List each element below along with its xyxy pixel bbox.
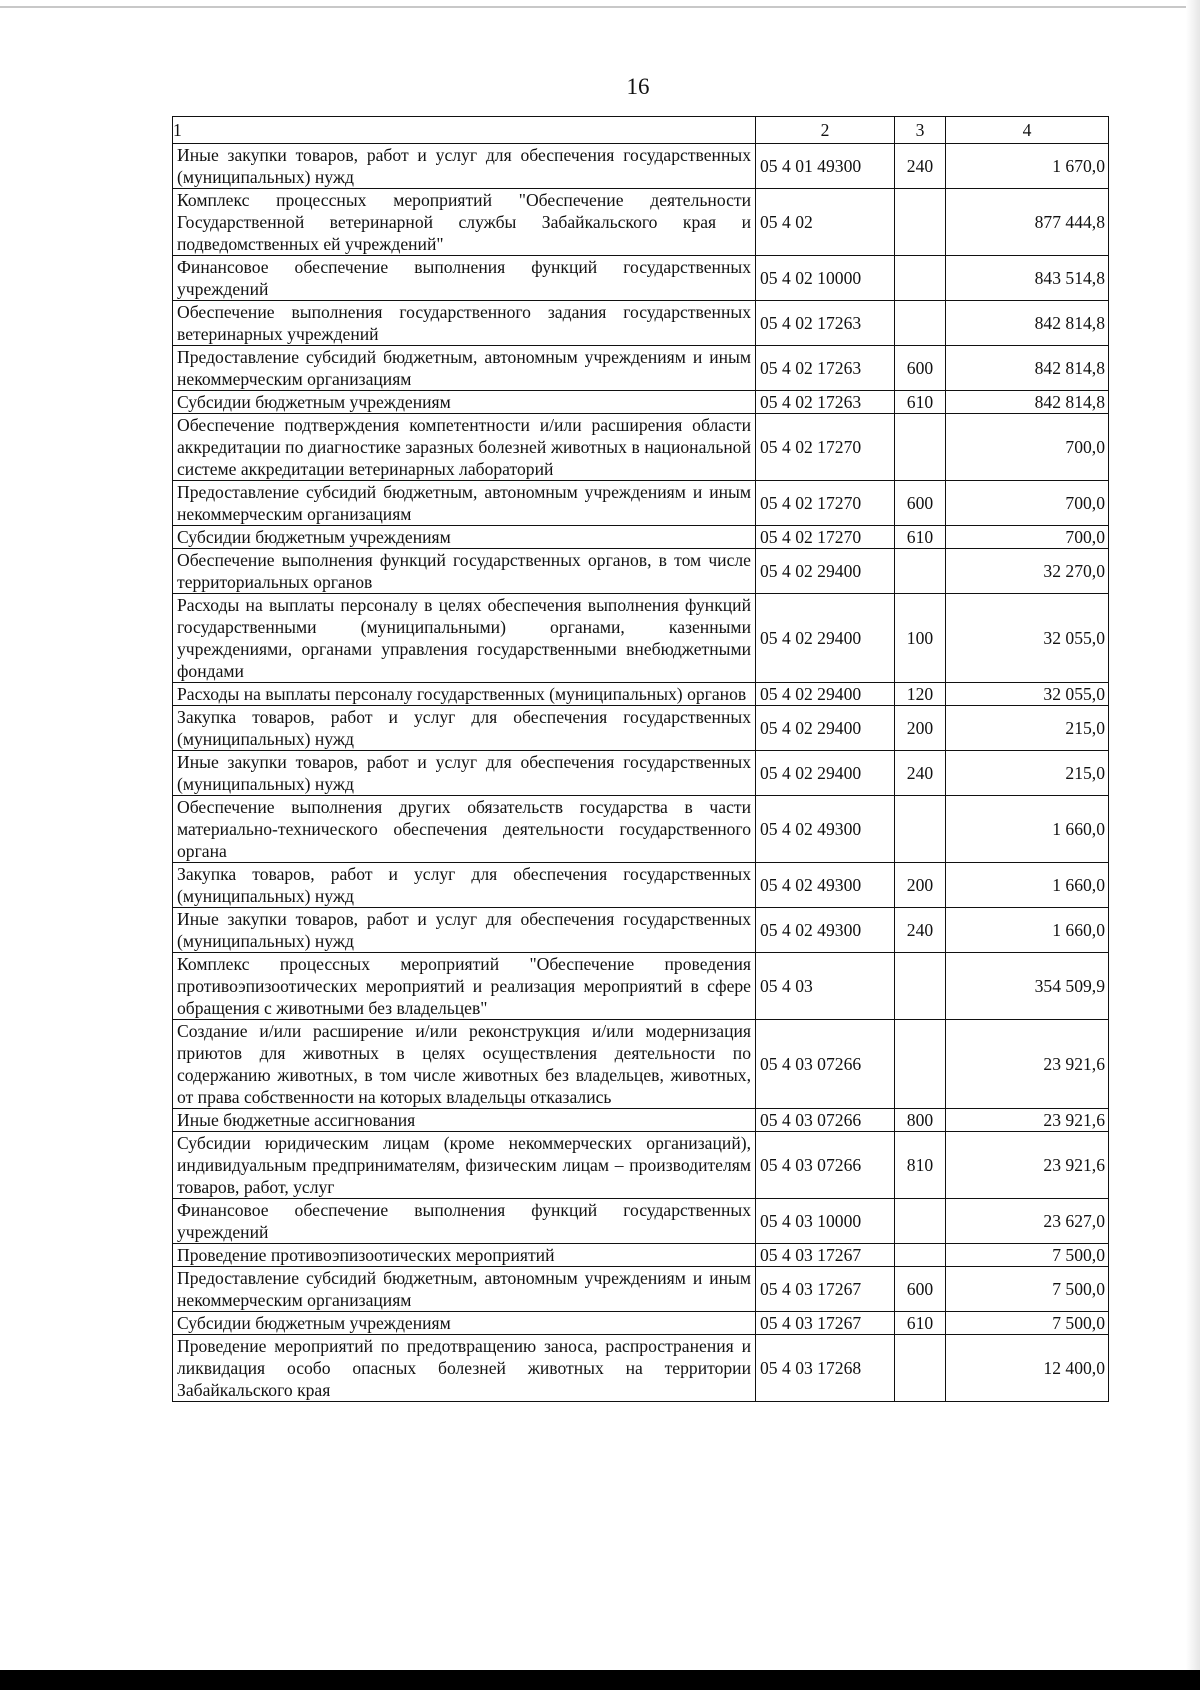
table-row (173, 1109, 1109, 1132)
row-code-cell: 05 4 02 17263 (756, 301, 895, 346)
row-sum-cell: 1 660,0 (946, 908, 1109, 953)
row-vr-cell: 200 (895, 863, 946, 908)
row-name-cell: Комплекс процессных мероприятий "Обеспечение деятельности Государственной ветеринарной службы Забайкальского края и подведомственных ей учреждений" (173, 189, 756, 256)
row-vr-cell: 610 (895, 526, 946, 549)
row-name-cell: Иные закупки товаров, работ и услуг для обеспечения государственных (муниципальных) нужд (173, 908, 756, 953)
row-code-cell: 05 4 02 29400 (756, 594, 895, 683)
row-sum-cell: 23 921,6 (946, 1020, 1109, 1109)
table-row (173, 1312, 1109, 1335)
row-name-cell: Предоставление субсидий бюджетным, автономным учреждениям и иным некоммерческим организациям (173, 1267, 756, 1312)
row-name-cell: Расходы на выплаты персоналу в целях обеспечения выполнения функций государственными (муниципальными) органами, казенными учреждениями, органами управления государственными внебюджетными фондами (173, 594, 756, 683)
row-sum-cell: 32 055,0 (946, 683, 1109, 706)
table-row (173, 908, 1109, 953)
row-sum-cell: 32 055,0 (946, 594, 1109, 683)
table-body (173, 144, 1109, 1402)
table-row (173, 796, 1109, 863)
row-vr-cell (895, 1020, 946, 1109)
row-code-cell: 05 4 02 49300 (756, 908, 895, 953)
table-row (173, 549, 1109, 594)
row-sum-cell: 700,0 (946, 526, 1109, 549)
row-sum-cell: 23 921,6 (946, 1132, 1109, 1199)
row-name-cell: Проведение противоэпизоотических мероприятий (173, 1244, 756, 1267)
row-sum-cell: 7 500,0 (946, 1312, 1109, 1335)
row-sum-cell: 842 814,8 (946, 301, 1109, 346)
table-row (173, 414, 1109, 481)
table-row (173, 526, 1109, 549)
row-code-cell: 05 4 02 49300 (756, 863, 895, 908)
table-row (173, 683, 1109, 706)
row-name-cell: Иные бюджетные ассигнования (173, 1109, 756, 1132)
row-name-cell: Создание и/или расширение и/или реконструкция и/или модернизация приютов для животных в целях осуществления деятельности по содержанию животных, в том числе животных без владельцев, животных, от права собственности на которых владельцы отказались (173, 1020, 756, 1109)
row-code-cell: 05 4 03 07266 (756, 1020, 895, 1109)
row-code-cell: 05 4 03 10000 (756, 1199, 895, 1244)
budget-table (172, 116, 1109, 1402)
row-code-cell: 05 4 02 29400 (756, 751, 895, 796)
header-col-3: 3 (895, 117, 946, 144)
row-sum-cell: 843 514,8 (946, 256, 1109, 301)
row-name-cell: Расходы на выплаты персоналу государственных (муниципальных) органов (173, 683, 756, 706)
row-vr-cell (895, 953, 946, 1020)
table-row (173, 751, 1109, 796)
row-vr-cell: 100 (895, 594, 946, 683)
row-name-cell: Субсидии юридическим лицам (кроме некоммерческих организаций), индивидуальным предпринимателям, физическим лицам – производителям товаров, работ, услуг (173, 1132, 756, 1199)
row-sum-cell: 12 400,0 (946, 1335, 1109, 1402)
row-sum-cell: 7 500,0 (946, 1244, 1109, 1267)
row-code-cell: 05 4 02 49300 (756, 796, 895, 863)
header-col-2: 2 (756, 117, 895, 144)
row-name-cell: Закупка товаров, работ и услуг для обеспечения государственных (муниципальных) нужд (173, 863, 756, 908)
row-code-cell: 05 4 02 17263 (756, 346, 895, 391)
row-vr-cell: 600 (895, 1267, 946, 1312)
row-code-cell: 05 4 03 17267 (756, 1267, 895, 1312)
row-name-cell: Финансовое обеспечение выполнения функций государственных учреждений (173, 256, 756, 301)
table-row (173, 144, 1109, 189)
row-name-cell: Предоставление субсидий бюджетным, автономным учреждениям и иным некоммерческим организациям (173, 346, 756, 391)
row-vr-cell (895, 256, 946, 301)
row-name-cell: Финансовое обеспечение выполнения функций государственных учреждений (173, 1199, 756, 1244)
table-row (173, 1020, 1109, 1109)
row-sum-cell: 215,0 (946, 706, 1109, 751)
row-code-cell: 05 4 02 29400 (756, 683, 895, 706)
row-vr-cell (895, 1335, 946, 1402)
row-vr-cell: 610 (895, 391, 946, 414)
table-row (173, 481, 1109, 526)
row-code-cell: 05 4 02 (756, 189, 895, 256)
row-sum-cell: 1 670,0 (946, 144, 1109, 189)
row-code-cell: 05 4 03 17267 (756, 1244, 895, 1267)
table-row (173, 1335, 1109, 1402)
row-sum-cell: 32 270,0 (946, 549, 1109, 594)
header-col-4: 4 (946, 117, 1109, 144)
row-vr-cell (895, 1199, 946, 1244)
table-row (173, 391, 1109, 414)
row-code-cell: 05 4 03 07266 (756, 1109, 895, 1132)
table-row (173, 301, 1109, 346)
row-name-cell: Субсидии бюджетным учреждениям (173, 391, 756, 414)
row-name-cell: Обеспечение выполнения функций государственных органов, в том числе территориальных органов (173, 549, 756, 594)
table-row (173, 189, 1109, 256)
row-code-cell: 05 4 01 49300 (756, 144, 895, 189)
row-name-cell: Иные закупки товаров, работ и услуг для обеспечения государственных (муниципальных) нужд (173, 751, 756, 796)
row-name-cell: Иные закупки товаров, работ и услуг для обеспечения государственных (муниципальных) нужд (173, 144, 756, 189)
row-name-cell: Комплекс процессных мероприятий "Обеспечение проведения противоэпизоотических мероприятий и реализация мероприятий в сфере обращения с животными без владельцев" (173, 953, 756, 1020)
row-sum-cell: 700,0 (946, 481, 1109, 526)
row-vr-cell: 600 (895, 346, 946, 391)
table-row (173, 594, 1109, 683)
row-sum-cell: 215,0 (946, 751, 1109, 796)
row-name-cell: Проведение мероприятий по предотвращению заноса, распространения и ликвидация особо опасных болезней животных на территории Забайкальского края (173, 1335, 756, 1402)
page-number: 16 (626, 74, 650, 99)
row-sum-cell: 877 444,8 (946, 189, 1109, 256)
row-vr-cell (895, 796, 946, 863)
row-sum-cell: 842 814,8 (946, 391, 1109, 414)
row-vr-cell: 800 (895, 1109, 946, 1132)
table-row (173, 1267, 1109, 1312)
row-code-cell: 05 4 02 29400 (756, 549, 895, 594)
row-code-cell: 05 4 02 29400 (756, 706, 895, 751)
row-sum-cell: 1 660,0 (946, 796, 1109, 863)
row-vr-cell: 240 (895, 908, 946, 953)
table-row (173, 706, 1109, 751)
row-vr-cell: 610 (895, 1312, 946, 1335)
row-code-cell: 05 4 02 17270 (756, 481, 895, 526)
row-name-cell: Предоставление субсидий бюджетным, автономным учреждениям и иным некоммерческим организациям (173, 481, 756, 526)
row-sum-cell: 700,0 (946, 414, 1109, 481)
row-code-cell: 05 4 02 17263 (756, 391, 895, 414)
row-vr-cell (895, 189, 946, 256)
row-vr-cell: 120 (895, 683, 946, 706)
row-code-cell: 05 4 02 17270 (756, 526, 895, 549)
table-row (173, 1244, 1109, 1267)
row-name-cell: Субсидии бюджетным учреждениям (173, 526, 756, 549)
row-vr-cell: 240 (895, 751, 946, 796)
row-name-cell: Обеспечение выполнения других обязательств государства в части материально-технического обеспечения деятельности государственного органа (173, 796, 756, 863)
row-vr-cell: 240 (895, 144, 946, 189)
row-code-cell: 05 4 02 10000 (756, 256, 895, 301)
table-row (173, 1132, 1109, 1199)
row-vr-cell (895, 414, 946, 481)
scan-right-shadow (1186, 0, 1200, 1690)
row-sum-cell: 23 921,6 (946, 1109, 1109, 1132)
row-name-cell: Обеспечение подтверждения компетентности и/или расширения области аккредитации по диагностике заразных болезней животных в национальной системе аккредитации ветеринарных лабораторий (173, 414, 756, 481)
row-vr-cell: 810 (895, 1132, 946, 1199)
row-vr-cell (895, 549, 946, 594)
table-row (173, 863, 1109, 908)
scan-top-edge (0, 6, 1200, 8)
table-header-row (173, 117, 1109, 144)
scan-bottom-edge (0, 1670, 1200, 1690)
row-sum-cell: 842 814,8 (946, 346, 1109, 391)
row-code-cell: 05 4 03 17267 (756, 1312, 895, 1335)
row-name-cell: Обеспечение выполнения государственного задания государственных ветеринарных учреждений (173, 301, 756, 346)
table-row (173, 1199, 1109, 1244)
row-sum-cell: 354 509,9 (946, 953, 1109, 1020)
row-sum-cell: 1 660,0 (946, 863, 1109, 908)
row-vr-cell (895, 301, 946, 346)
row-vr-cell (895, 1244, 946, 1267)
row-code-cell: 05 4 03 17268 (756, 1335, 895, 1402)
header-col-1: 1 (173, 117, 756, 144)
row-name-cell: Субсидии бюджетным учреждениям (173, 1312, 756, 1335)
row-vr-cell: 200 (895, 706, 946, 751)
row-code-cell: 05 4 03 07266 (756, 1132, 895, 1199)
row-name-cell: Закупка товаров, работ и услуг для обеспечения государственных (муниципальных) нужд (173, 706, 756, 751)
row-code-cell: 05 4 02 17270 (756, 414, 895, 481)
table-row (173, 256, 1109, 301)
table-row (173, 953, 1109, 1020)
row-code-cell: 05 4 03 (756, 953, 895, 1020)
row-sum-cell: 23 627,0 (946, 1199, 1109, 1244)
row-vr-cell: 600 (895, 481, 946, 526)
row-sum-cell: 7 500,0 (946, 1267, 1109, 1312)
table-row (173, 346, 1109, 391)
